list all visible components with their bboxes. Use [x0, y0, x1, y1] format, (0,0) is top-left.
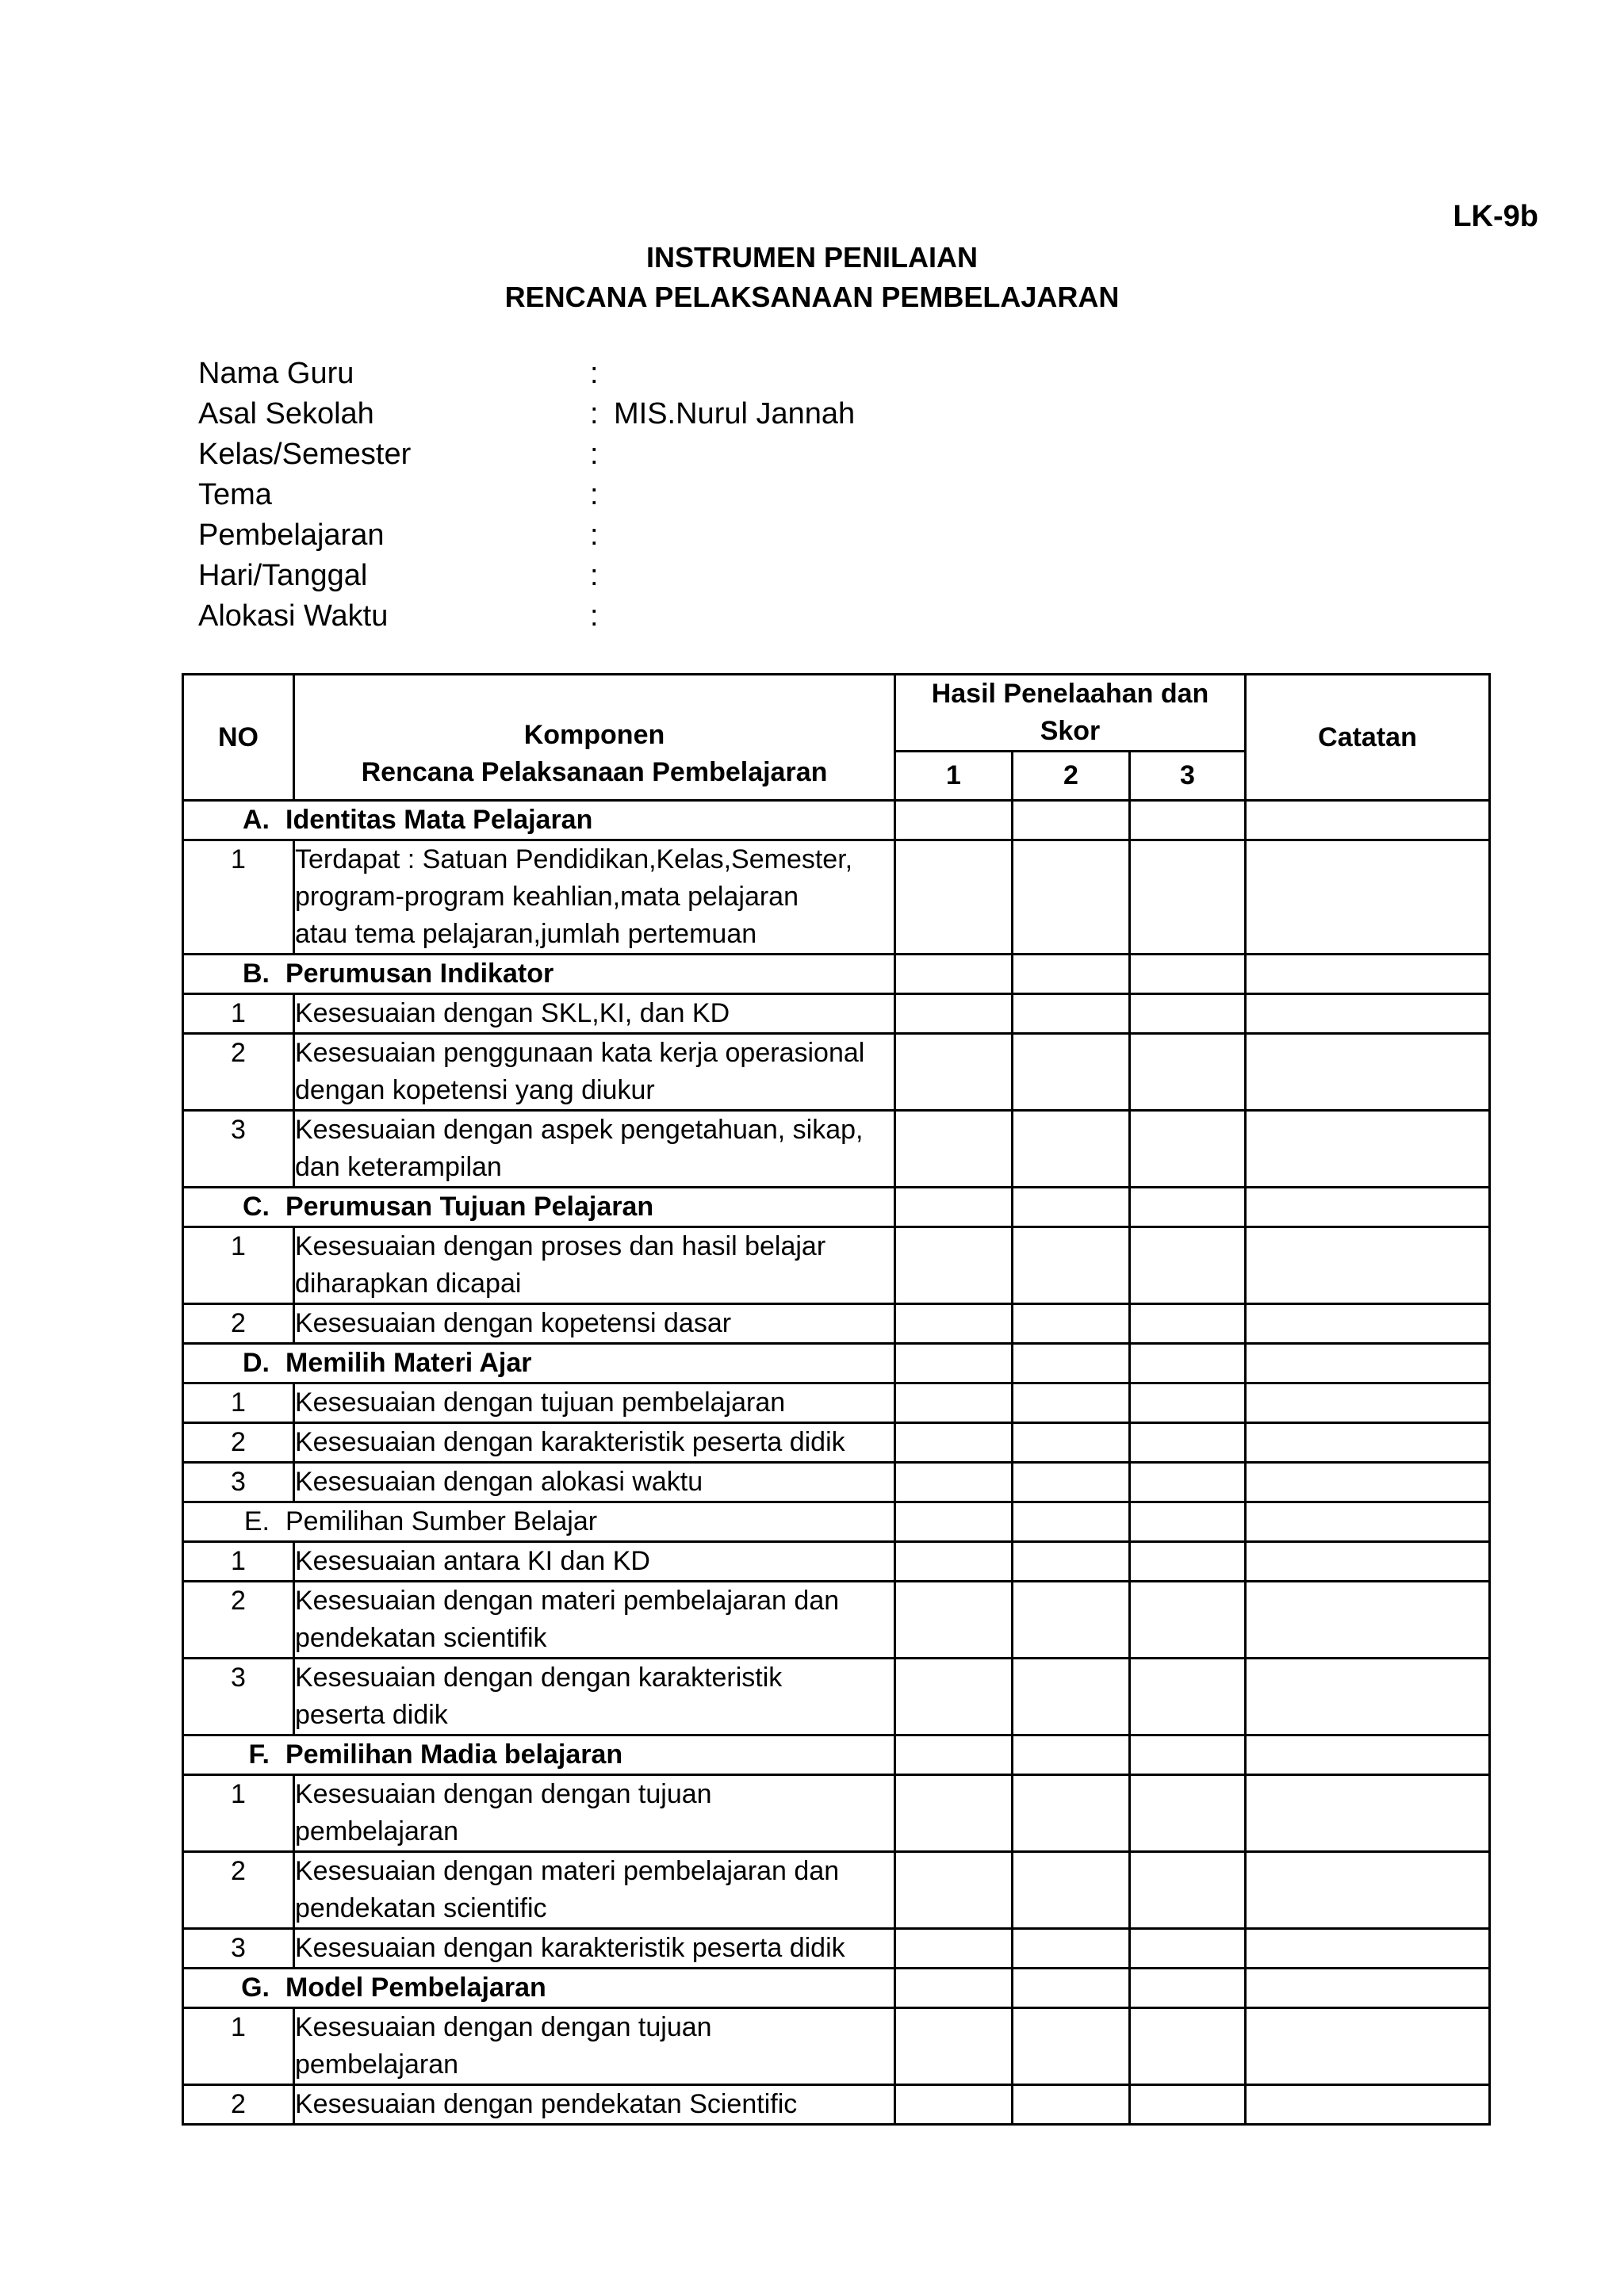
- item-description: [294, 1034, 895, 1111]
- item-number: 3: [183, 1111, 294, 1188]
- info-colon: :: [590, 478, 599, 511]
- catatan-cell: [1246, 1034, 1490, 1111]
- section-letter: C.: [243, 1192, 270, 1222]
- score-1-cell: [895, 1929, 1013, 1969]
- score-3-cell: [1130, 994, 1246, 1034]
- description-line: pendekatan scientifik: [295, 1623, 547, 1653]
- item-number: 2: [183, 1304, 294, 1344]
- table-row: [183, 1463, 1490, 1502]
- score-2-cell: [1013, 955, 1130, 994]
- section-title: Pemilihan Sumber Belajar: [285, 1506, 598, 1536]
- table-row: [183, 1582, 1490, 1659]
- info-row: [198, 596, 855, 637]
- description-line: dengan kopetensi yang diukur: [295, 1075, 655, 1105]
- description-line: Terdapat : Satuan Pendidikan,Kelas,Semester,: [295, 844, 853, 874]
- description-line: Kesesuaian dengan materi pembelajaran dan: [295, 1586, 840, 1616]
- table-row: [183, 994, 1490, 1034]
- item-number: 3: [183, 1463, 294, 1502]
- section-title-cell: [183, 801, 895, 840]
- score-3-cell: [1130, 1775, 1246, 1852]
- item-description: [294, 994, 895, 1034]
- table-row: [183, 1111, 1490, 1188]
- score-3-cell: [1130, 1344, 1246, 1383]
- section-row: [183, 1735, 1490, 1775]
- description-line: pendekatan scientific: [295, 1893, 547, 1923]
- score-2-cell: [1013, 1188, 1130, 1227]
- catatan-cell: [1246, 1304, 1490, 1344]
- score-2-cell: [1013, 1929, 1130, 1969]
- info-value: MIS.Nurul Jannah: [614, 397, 856, 430]
- assessment-table: [182, 673, 1491, 2126]
- score-3-cell: [1130, 955, 1246, 994]
- section-title-cell: [183, 955, 895, 994]
- section-title: Perumusan Tujuan Pelajaran: [285, 1192, 654, 1222]
- score-2-cell: [1013, 994, 1130, 1034]
- description-line: Kesesuaian penggunaan kata kerja operasional: [295, 1038, 865, 1068]
- catatan-cell: [1246, 1542, 1490, 1582]
- description-line: Kesesuaian dengan pendekatan Scientific: [295, 2089, 798, 2119]
- table-row: [183, 1775, 1490, 1852]
- item-description: [294, 1304, 895, 1344]
- score-1-cell: [895, 1188, 1013, 1227]
- table-row: [183, 1304, 1490, 1344]
- info-row: [198, 434, 855, 475]
- section-title-cell: [183, 1502, 895, 1542]
- score-2-cell: [1013, 1463, 1130, 1502]
- section-letter: D.: [243, 1348, 270, 1378]
- catatan-cell: [1246, 840, 1490, 955]
- score-2-cell: [1013, 1034, 1130, 1111]
- item-description: [294, 840, 895, 955]
- item-number: 1: [183, 2008, 294, 2085]
- item-number: 1: [183, 840, 294, 955]
- section-letter: B.: [243, 959, 270, 989]
- score-1-cell: [895, 1383, 1013, 1423]
- table-row: [183, 840, 1490, 955]
- score-3-cell: [1130, 1659, 1246, 1735]
- score-1-cell: [895, 2085, 1013, 2125]
- section-title: Pemilihan Madia belajaran: [285, 1739, 623, 1770]
- description-line: program-program keahlian,mata pelajaran: [295, 882, 799, 912]
- table-row: [183, 2008, 1490, 2085]
- description-line: Kesesuaian dengan dengan tujuan: [295, 2012, 712, 2042]
- document-code: LK-9b: [1453, 200, 1538, 233]
- score-3-cell: [1130, 1227, 1246, 1304]
- item-number: 3: [183, 1659, 294, 1735]
- item-description: [294, 1383, 895, 1423]
- item-number: 2: [183, 2085, 294, 2125]
- catatan-cell: [1246, 1852, 1490, 1929]
- description-line: Kesesuaian dengan karakteristik peserta didik: [295, 1427, 845, 1457]
- score-2-cell: [1013, 1227, 1130, 1304]
- description-line: atau tema pelajaran,jumlah pertemuan: [295, 919, 757, 949]
- catatan-cell: [1246, 2008, 1490, 2085]
- score-3-cell: [1130, 1034, 1246, 1111]
- item-description: [294, 1463, 895, 1502]
- section-title-cell: [183, 1188, 895, 1227]
- description-line: Kesesuaian dengan alokasi waktu: [295, 1467, 703, 1497]
- item-number: 1: [183, 1227, 294, 1304]
- table-row: [183, 1659, 1490, 1735]
- info-colon: :: [590, 599, 599, 633]
- item-description: [294, 1775, 895, 1852]
- catatan-cell: [1246, 1111, 1490, 1188]
- catatan-cell: [1246, 1344, 1490, 1383]
- description-line: Kesesuaian dengan materi pembelajaran dan: [295, 1856, 840, 1886]
- description-line: Kesesuaian dengan kopetensi dasar: [295, 1308, 732, 1338]
- description-line: Kesesuaian dengan SKL,KI, dan KD: [295, 998, 730, 1028]
- section-title-cell: [183, 1735, 895, 1775]
- info-row: [198, 556, 855, 596]
- score-3-cell: [1130, 1969, 1246, 2008]
- section-row: [183, 1188, 1490, 1227]
- score-2-cell: [1013, 840, 1130, 955]
- description-line: Kesesuaian dengan dengan tujuan: [295, 1779, 712, 1809]
- item-number: 1: [183, 1542, 294, 1582]
- catatan-cell: [1246, 1383, 1490, 1423]
- info-colon: :: [590, 559, 599, 592]
- table-row: [183, 1227, 1490, 1304]
- score-1-cell: [895, 1582, 1013, 1659]
- score-1-cell: [895, 1304, 1013, 1344]
- score-1-cell: [895, 1852, 1013, 1929]
- score-1-cell: [895, 1111, 1013, 1188]
- score-3-cell: [1130, 801, 1246, 840]
- item-description: [294, 2008, 895, 2085]
- description-line: Kesesuaian dengan karakteristik peserta didik: [295, 1933, 845, 1963]
- score-2-cell: [1013, 1423, 1130, 1463]
- description-line: Kesesuaian dengan proses dan hasil belajar: [295, 1231, 826, 1261]
- score-3-cell: [1130, 1188, 1246, 1227]
- table-row: [183, 2085, 1490, 2125]
- score-3-cell: [1130, 2008, 1246, 2085]
- table-row: [183, 1383, 1490, 1423]
- catatan-cell: [1246, 1969, 1490, 2008]
- score-1-cell: [895, 1344, 1013, 1383]
- header-hasil: [895, 675, 1246, 752]
- item-number: 3: [183, 1929, 294, 1969]
- section-title: Identitas Mata Pelajaran: [285, 805, 593, 835]
- description-line: dan keterampilan: [295, 1152, 502, 1182]
- info-colon: :: [590, 438, 599, 471]
- score-1-cell: [895, 1775, 1013, 1852]
- header-komponen-line1: Komponen: [523, 720, 665, 750]
- score-3-cell: [1130, 1383, 1246, 1423]
- item-number: 2: [183, 1852, 294, 1929]
- catatan-cell: [1246, 1582, 1490, 1659]
- score-3-cell: [1130, 1852, 1246, 1929]
- catatan-cell: [1246, 1227, 1490, 1304]
- catatan-cell: [1246, 955, 1490, 994]
- document-subtitle: RENCANA PELAKSANAAN PEMBELAJARAN: [504, 281, 1120, 313]
- header-score-3: 3: [1130, 752, 1246, 801]
- score-1-cell: [895, 1502, 1013, 1542]
- info-label: Asal Sekolah: [198, 397, 374, 430]
- score-2-cell: [1013, 801, 1130, 840]
- score-3-cell: [1130, 2085, 1246, 2125]
- catatan-cell: [1246, 801, 1490, 840]
- score-2-cell: [1013, 1542, 1130, 1582]
- score-3-cell: [1130, 1423, 1246, 1463]
- catatan-cell: [1246, 1735, 1490, 1775]
- score-1-cell: [895, 1735, 1013, 1775]
- score-2-cell: [1013, 1111, 1130, 1188]
- table-row: [183, 1852, 1490, 1929]
- score-3-cell: [1130, 1502, 1246, 1542]
- catatan-cell: [1246, 1188, 1490, 1227]
- section-title-cell: [183, 1344, 895, 1383]
- score-2-cell: [1013, 2085, 1130, 2125]
- description-line: pembelajaran: [295, 1816, 459, 1846]
- table-row: [183, 1034, 1490, 1111]
- score-1-cell: [895, 1227, 1013, 1304]
- score-2-cell: [1013, 1735, 1130, 1775]
- item-number: 2: [183, 1423, 294, 1463]
- score-3-cell: [1130, 1111, 1246, 1188]
- score-1-cell: [895, 1969, 1013, 2008]
- section-row: [183, 801, 1490, 840]
- item-description: [294, 2085, 895, 2125]
- table-row: [183, 1929, 1490, 1969]
- section-letter: A.: [243, 805, 270, 835]
- score-3-cell: [1130, 1463, 1246, 1502]
- score-3-cell: [1130, 840, 1246, 955]
- catatan-cell: [1246, 1929, 1490, 1969]
- score-2-cell: [1013, 1383, 1130, 1423]
- score-2-cell: [1013, 1344, 1130, 1383]
- header-catatan: Catatan: [1246, 675, 1490, 801]
- section-title: Perumusan Indikator: [285, 959, 554, 989]
- score-3-cell: [1130, 1929, 1246, 1969]
- score-1-cell: [895, 840, 1013, 955]
- info-fields: [198, 354, 855, 637]
- item-number: 1: [183, 994, 294, 1034]
- header-hasil-line1: Hasil Penelaahan dan: [931, 679, 1209, 709]
- section-row: [183, 955, 1490, 994]
- info-label: Pembelajaran: [198, 519, 385, 552]
- section-letter: G.: [241, 1973, 270, 2003]
- info-label: Kelas/Semester: [198, 438, 412, 471]
- score-3-cell: [1130, 1735, 1246, 1775]
- score-1-cell: [895, 1034, 1013, 1111]
- info-colon: :: [590, 397, 599, 430]
- description-line: Kesesuaian antara KI dan KD: [295, 1546, 650, 1576]
- info-colon: :: [590, 357, 599, 390]
- score-1-cell: [895, 1659, 1013, 1735]
- score-1-cell: [895, 1463, 1013, 1502]
- item-description: [294, 1111, 895, 1188]
- description-line: Kesesuaian dengan dengan karakteristik: [295, 1663, 783, 1693]
- header-score-1: 1: [895, 752, 1013, 801]
- score-1-cell: [895, 1423, 1013, 1463]
- section-row: [183, 1502, 1490, 1542]
- description-line: diharapkan dicapai: [295, 1269, 522, 1299]
- score-1-cell: [895, 2008, 1013, 2085]
- score-2-cell: [1013, 1969, 1130, 2008]
- score-2-cell: [1013, 2008, 1130, 2085]
- score-2-cell: [1013, 1304, 1130, 1344]
- item-description: [294, 1423, 895, 1463]
- catatan-cell: [1246, 1659, 1490, 1735]
- info-row: [198, 354, 855, 394]
- section-letter: E.: [243, 1506, 270, 1536]
- info-colon: :: [590, 519, 599, 552]
- section-row: [183, 1969, 1490, 2008]
- score-1-cell: [895, 1542, 1013, 1582]
- section-letter: F.: [248, 1739, 270, 1770]
- info-row: [198, 475, 855, 515]
- score-2-cell: [1013, 1775, 1130, 1852]
- score-2-cell: [1013, 1502, 1130, 1542]
- catatan-cell: [1246, 994, 1490, 1034]
- header-hasil-line2: Skor: [1040, 716, 1101, 746]
- document-title: INSTRUMEN PENILAIAN: [645, 241, 978, 274]
- score-1-cell: [895, 801, 1013, 840]
- header-score-2: 2: [1013, 752, 1130, 801]
- info-label: Tema: [198, 478, 272, 511]
- header-komponen: [294, 675, 895, 801]
- item-description: [294, 1582, 895, 1659]
- catatan-cell: [1246, 1502, 1490, 1542]
- header-komponen-line2: Rencana Pelaksanaan Pembelajaran: [361, 757, 828, 787]
- item-description: [294, 1929, 895, 1969]
- item-number: 2: [183, 1034, 294, 1111]
- score-3-cell: [1130, 1542, 1246, 1582]
- score-2-cell: [1013, 1659, 1130, 1735]
- item-number: 1: [183, 1775, 294, 1852]
- item-description: [294, 1659, 895, 1735]
- info-label: Nama Guru: [198, 357, 354, 390]
- description-line: peserta didik: [295, 1700, 448, 1730]
- section-title-cell: [183, 1969, 895, 2008]
- description-line: Kesesuaian dengan aspek pengetahuan, sikap,: [295, 1115, 864, 1145]
- info-label: Alokasi Waktu: [198, 599, 389, 633]
- section-title: Model Pembelajaran: [285, 1973, 546, 2003]
- description-line: Kesesuaian dengan tujuan pembelajaran: [295, 1387, 786, 1418]
- item-description: [294, 1852, 895, 1929]
- table-row: [183, 1542, 1490, 1582]
- item-description: [294, 1542, 895, 1582]
- section-title: Memilih Materi Ajar: [285, 1348, 532, 1378]
- item-number: 1: [183, 1383, 294, 1423]
- score-2-cell: [1013, 1852, 1130, 1929]
- score-3-cell: [1130, 1582, 1246, 1659]
- description-line: pembelajaran: [295, 2049, 459, 2080]
- catatan-cell: [1246, 2085, 1490, 2125]
- table-row: [183, 1423, 1490, 1463]
- score-1-cell: [895, 955, 1013, 994]
- item-number: 2: [183, 1582, 294, 1659]
- score-3-cell: [1130, 1304, 1246, 1344]
- score-2-cell: [1013, 1582, 1130, 1659]
- score-1-cell: [895, 994, 1013, 1034]
- catatan-cell: [1246, 1463, 1490, 1502]
- section-row: [183, 1344, 1490, 1383]
- info-row: [198, 515, 855, 556]
- item-description: [294, 1227, 895, 1304]
- info-row: [198, 394, 855, 434]
- header-no: NO: [183, 675, 294, 801]
- catatan-cell: [1246, 1423, 1490, 1463]
- info-label: Hari/Tanggal: [198, 559, 368, 592]
- catatan-cell: [1246, 1775, 1490, 1852]
